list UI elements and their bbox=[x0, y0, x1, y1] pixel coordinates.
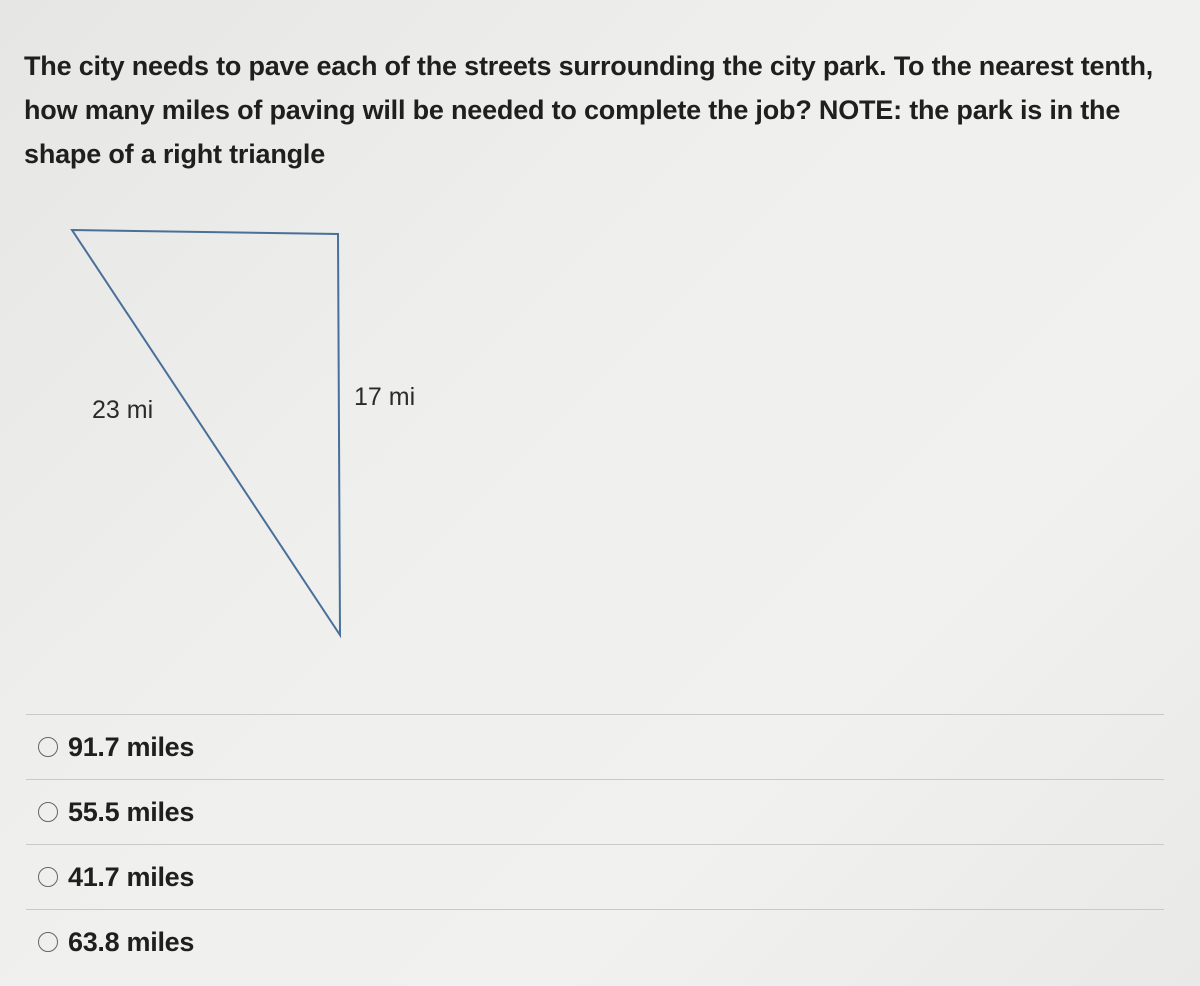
question-text: The city needs to pave each of the streets surrounding the city park. To the nearest tenth, how many miles of paving will be needed to complete the job? NOTE: the park is in the shape of a right triangle bbox=[24, 51, 1154, 169]
hypotenuse-label: 23 mi bbox=[92, 396, 154, 424]
answer-option-label: 63.8 miles bbox=[68, 926, 195, 957]
answer-option-4[interactable] bbox=[26, 909, 1164, 974]
radio-button-icon[interactable] bbox=[38, 802, 58, 822]
answer-option-3[interactable] bbox=[26, 844, 1164, 909]
answer-option-label: 91.7 miles bbox=[68, 731, 195, 762]
radio-button-icon[interactable] bbox=[38, 737, 58, 757]
park-triangle bbox=[72, 230, 340, 635]
answer-option-2[interactable] bbox=[26, 779, 1164, 844]
answer-option-label: 41.7 miles bbox=[68, 861, 195, 892]
radio-button-icon[interactable] bbox=[38, 867, 58, 887]
answer-option-label: 55.5 miles bbox=[68, 796, 195, 827]
radio-button-icon[interactable] bbox=[38, 932, 58, 952]
leg-label: 17 mi bbox=[354, 383, 416, 411]
answer-option-1[interactable] bbox=[26, 714, 1164, 779]
answer-options bbox=[26, 714, 1164, 974]
